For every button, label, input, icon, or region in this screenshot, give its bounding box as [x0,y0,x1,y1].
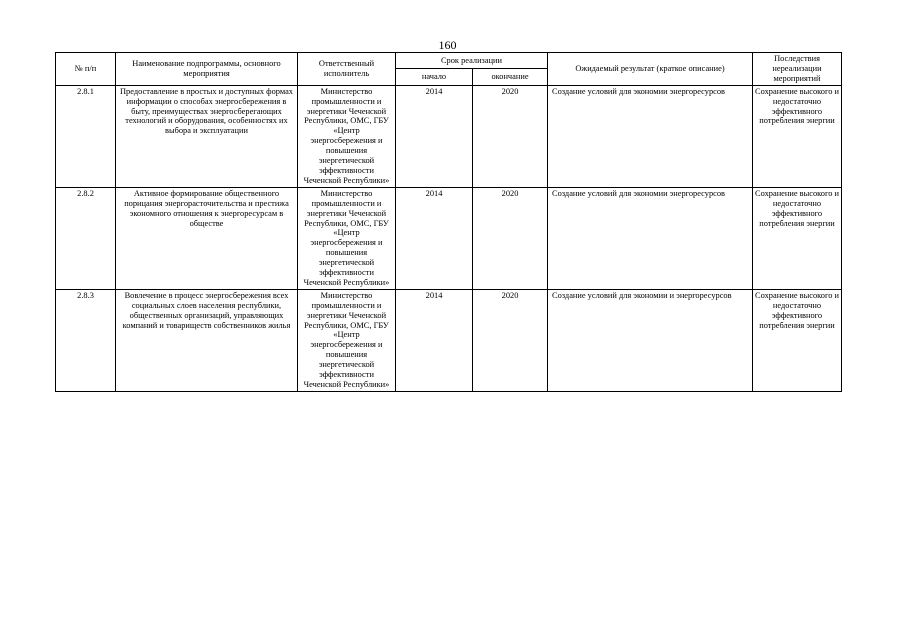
row-responsible: Министерство промышленности и энергетики Чеченской Республики, ОМС, ГБУ «Центр энергосбережения и повышения энергетической эффективности Чеченской Республики» [298,187,396,289]
row-num: 2.8.1 [56,85,116,187]
header-end: окончание [473,69,548,85]
row-consequences: Сохранение высокого и недостаточно эффективного потребления энергии [753,289,842,391]
row-start: 2014 [396,85,473,187]
header-name: Наименование подпрограммы, основного мероприятия [116,53,298,86]
program-table [55,52,842,392]
row-num: 2.8.2 [56,187,116,289]
header-responsible: Ответственный исполнитель [298,53,396,86]
header-result: Ожидаемый результат (краткое описание) [548,53,753,86]
row-consequences: Сохранение высокого и недостаточно эффективного потребления энергии [753,187,842,289]
page-number: 160 [438,38,457,52]
row-end: 2020 [473,85,548,187]
row-name: Предоставление в простых и доступных формах информации о способах энергосбережения в быту, преимуществах энергосберегающих технологий и оборудования, особенностях их выбора и эксплуатации [116,85,298,187]
table-row [56,289,842,391]
row-end: 2020 [473,187,548,289]
row-responsible: Министерство промышленности и энергетики Чеченской Республики, ОМС, ГБУ «Центр энергосбережения и повышения энергетической эффективности Чеченской Республики» [298,85,396,187]
row-end: 2020 [473,289,548,391]
header-num: № п/п [56,53,116,86]
row-consequences: Сохранение высокого и недостаточно эффективного потребления энергии [753,85,842,187]
row-result: Создание условий для экономии и энергоресурсов [548,289,753,391]
row-name: Вовлечение в процесс энергосбережения всех социальных слоев населения республики, общественных организаций, управляющих компаний и товариществ собственников жилья [116,289,298,391]
table-row [56,187,842,289]
row-responsible: Министерство промышленности и энергетики Чеченской Республики, ОМС, ГБУ «Центр энергосбережения и повышения энергетической эффективности Чеченской Республики» [298,289,396,391]
row-num: 2.8.3 [56,289,116,391]
row-start: 2014 [396,289,473,391]
header-period: Срок реализации [396,53,548,69]
row-result: Создание условий для экономии энергоресурсов [548,85,753,187]
header-start: начало [396,69,473,85]
header-consequences: Последствия нереализации мероприятий [753,53,842,86]
row-start: 2014 [396,187,473,289]
row-result: Создание условий для экономии энергоресурсов [548,187,753,289]
table-row [56,85,842,187]
row-name: Активное формирование общественного порицания энергорасточительства и престижа экономного отношения к энергоресурсам в обществе [116,187,298,289]
